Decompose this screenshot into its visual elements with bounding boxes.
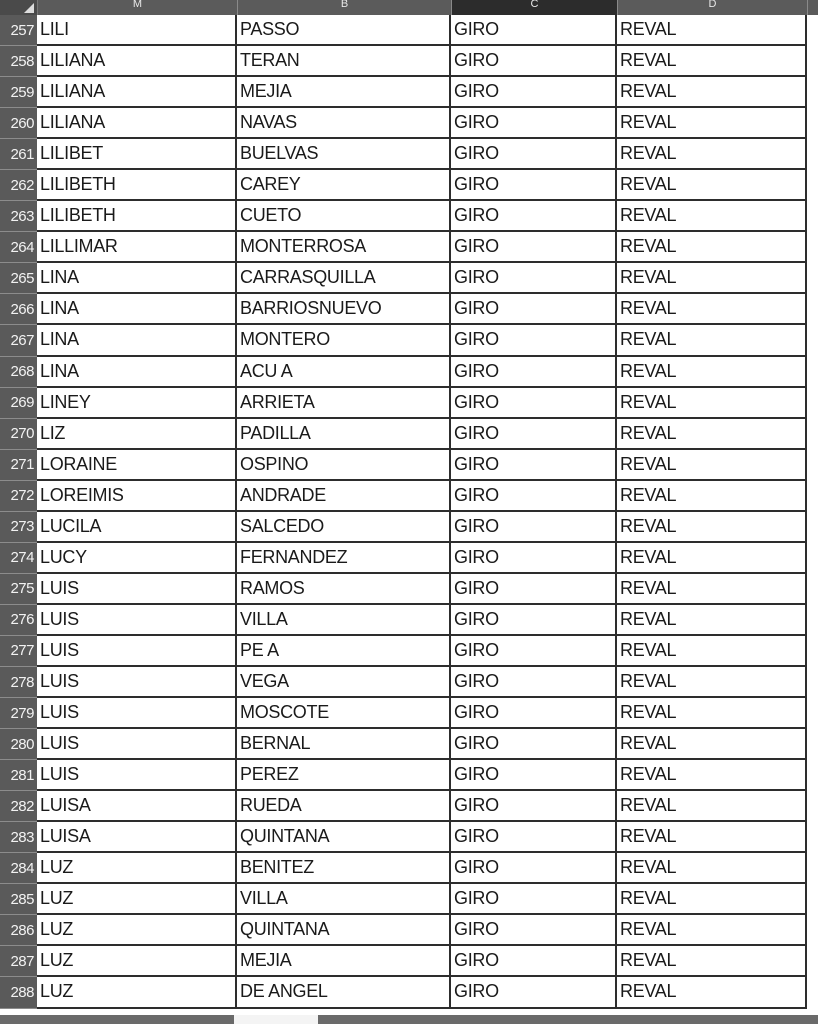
- cell-type[interactable]: GIRO: [451, 294, 617, 325]
- grid-edge: [807, 791, 818, 822]
- table-row: [0, 46, 818, 77]
- cell-status[interactable]: REVAL: [617, 822, 807, 853]
- cell-first-name[interactable]: LUZ: [37, 946, 237, 977]
- row-number[interactable]: 286: [0, 915, 37, 946]
- grid-edge: [807, 108, 818, 139]
- cell-first-name[interactable]: LINEY: [37, 388, 237, 419]
- cell-type[interactable]: GIRO: [451, 822, 617, 853]
- row-number[interactable]: 258: [0, 46, 37, 77]
- cell-first-name[interactable]: LUIS: [37, 605, 237, 636]
- cell-first-name[interactable]: LILIBETH: [37, 201, 237, 232]
- table-row: [0, 139, 818, 170]
- cell-type[interactable]: GIRO: [451, 791, 617, 822]
- select-all-triangle-icon: [24, 3, 34, 13]
- cell-status[interactable]: REVAL: [617, 46, 807, 77]
- row-number[interactable]: 257: [0, 15, 37, 46]
- cell-last-name[interactable]: MEJIA: [237, 946, 451, 977]
- grid-edge: [807, 201, 818, 232]
- table-row: [0, 884, 818, 915]
- table-row: [0, 294, 818, 325]
- cell-last-name[interactable]: QUINTANA: [237, 822, 451, 853]
- cell-last-name[interactable]: BUELVAS: [237, 139, 451, 170]
- grid-edge: [807, 139, 818, 170]
- column-header-bar: [0, 0, 818, 15]
- table-row: [0, 667, 818, 698]
- cell-last-name[interactable]: PADILLA: [237, 419, 451, 450]
- sheet-tab-bar: [0, 1015, 818, 1024]
- table-row: [0, 698, 818, 729]
- cell-last-name[interactable]: MONTERROSA: [237, 232, 451, 263]
- cell-status[interactable]: REVAL: [617, 543, 807, 574]
- cell-status[interactable]: REVAL: [617, 667, 807, 698]
- row-number[interactable]: 275: [0, 574, 37, 605]
- cell-last-name[interactable]: PE A: [237, 636, 451, 667]
- cell-first-name[interactable]: LILIANA: [37, 108, 237, 139]
- cell-last-name[interactable]: SALCEDO: [237, 512, 451, 543]
- cell-last-name[interactable]: NAVAS: [237, 108, 451, 139]
- cell-status[interactable]: REVAL: [617, 946, 807, 977]
- table-row: [0, 15, 818, 46]
- grid-edge: [807, 357, 818, 388]
- cell-type[interactable]: GIRO: [451, 946, 617, 977]
- grid-edge: [807, 481, 818, 512]
- grid-edge: [807, 15, 818, 46]
- cell-type[interactable]: GIRO: [451, 481, 617, 512]
- grid-edge: [807, 543, 818, 574]
- cell-last-name[interactable]: BENITEZ: [237, 853, 451, 884]
- cell-type[interactable]: GIRO: [451, 15, 617, 46]
- row-number[interactable]: 269: [0, 388, 37, 419]
- cell-first-name[interactable]: LILIBETH: [37, 170, 237, 201]
- table-row: [0, 77, 818, 108]
- cell-last-name[interactable]: MONTERO: [237, 325, 451, 356]
- row-number[interactable]: 282: [0, 791, 37, 822]
- cell-last-name[interactable]: FERNANDEZ: [237, 543, 451, 574]
- sheet-tab[interactable]: [234, 1015, 318, 1024]
- rows-container: [0, 15, 818, 1009]
- table-row: [0, 388, 818, 419]
- grid-edge: [807, 729, 818, 760]
- table-row: [0, 946, 818, 977]
- cell-first-name[interactable]: LUIS: [37, 667, 237, 698]
- cell-type[interactable]: GIRO: [451, 139, 617, 170]
- cell-type[interactable]: GIRO: [451, 232, 617, 263]
- table-row: [0, 605, 818, 636]
- cell-type[interactable]: GIRO: [451, 915, 617, 946]
- cell-type[interactable]: GIRO: [451, 77, 617, 108]
- cell-type[interactable]: GIRO: [451, 574, 617, 605]
- cell-last-name[interactable]: BERNAL: [237, 729, 451, 760]
- table-row: [0, 729, 818, 760]
- row-number[interactable]: 273: [0, 512, 37, 543]
- grid-edge: [807, 512, 818, 543]
- table-row: [0, 512, 818, 543]
- table-row: [0, 108, 818, 139]
- cell-first-name[interactable]: LUIS: [37, 636, 237, 667]
- cell-type[interactable]: GIRO: [451, 46, 617, 77]
- cell-type[interactable]: GIRO: [451, 170, 617, 201]
- cell-type[interactable]: GIRO: [451, 977, 617, 1008]
- cell-last-name[interactable]: PASSO: [237, 15, 451, 46]
- cell-first-name[interactable]: LOREIMIS: [37, 481, 237, 512]
- row-number[interactable]: 281: [0, 760, 37, 791]
- grid-edge: [807, 977, 818, 1008]
- cell-status[interactable]: REVAL: [617, 139, 807, 170]
- cell-last-name[interactable]: CAREY: [237, 170, 451, 201]
- row-number[interactable]: 260: [0, 108, 37, 139]
- grid-edge: [807, 263, 818, 294]
- cell-first-name[interactable]: LORAINE: [37, 450, 237, 481]
- cell-status[interactable]: REVAL: [617, 791, 807, 822]
- table-row: [0, 481, 818, 512]
- table-row: [0, 760, 818, 791]
- cell-last-name[interactable]: RAMOS: [237, 574, 451, 605]
- grid-edge: [807, 667, 818, 698]
- cell-last-name[interactable]: VILLA: [237, 884, 451, 915]
- cell-status[interactable]: REVAL: [617, 201, 807, 232]
- grid-edge: [807, 325, 818, 356]
- table-row: [0, 263, 818, 294]
- row-number[interactable]: 259: [0, 77, 37, 108]
- column-header-b[interactable]: B: [238, 0, 452, 15]
- table-row: [0, 822, 818, 853]
- cell-type[interactable]: GIRO: [451, 388, 617, 419]
- cell-status[interactable]: REVAL: [617, 853, 807, 884]
- cell-first-name[interactable]: LUZ: [37, 853, 237, 884]
- row-number[interactable]: 283: [0, 822, 37, 853]
- grid-edge: [807, 450, 818, 481]
- cell-type[interactable]: GIRO: [451, 357, 617, 388]
- cell-first-name[interactable]: LIZ: [37, 419, 237, 450]
- cell-first-name[interactable]: LUIS: [37, 574, 237, 605]
- row-number[interactable]: 278: [0, 667, 37, 698]
- cell-status[interactable]: REVAL: [617, 729, 807, 760]
- cell-status[interactable]: REVAL: [617, 512, 807, 543]
- grid-edge: [807, 884, 818, 915]
- cell-last-name[interactable]: ARRIETA: [237, 388, 451, 419]
- table-row: [0, 915, 818, 946]
- select-all-corner[interactable]: [0, 0, 38, 15]
- cell-type[interactable]: GIRO: [451, 729, 617, 760]
- cell-type[interactable]: GIRO: [451, 543, 617, 574]
- row-number[interactable]: 270: [0, 419, 37, 450]
- grid-edge: [807, 636, 818, 667]
- cell-first-name[interactable]: LINA: [37, 357, 237, 388]
- cell-status[interactable]: REVAL: [617, 170, 807, 201]
- cell-last-name[interactable]: DE ANGEL: [237, 977, 451, 1008]
- cell-status[interactable]: REVAL: [617, 915, 807, 946]
- cell-first-name[interactable]: LILIBET: [37, 139, 237, 170]
- cell-type[interactable]: GIRO: [451, 760, 617, 791]
- column-header-d[interactable]: D: [618, 0, 808, 15]
- table-row: [0, 419, 818, 450]
- cell-last-name[interactable]: MOSCOTE: [237, 698, 451, 729]
- cell-last-name[interactable]: VILLA: [237, 605, 451, 636]
- row-number[interactable]: 262: [0, 170, 37, 201]
- cell-first-name[interactable]: LUZ: [37, 884, 237, 915]
- row-number[interactable]: 265: [0, 263, 37, 294]
- cell-status[interactable]: REVAL: [617, 760, 807, 791]
- cell-status[interactable]: REVAL: [617, 698, 807, 729]
- cell-status[interactable]: REVAL: [617, 357, 807, 388]
- table-row: [0, 574, 818, 605]
- cell-last-name[interactable]: BARRIOSNUEVO: [237, 294, 451, 325]
- cell-status[interactable]: REVAL: [617, 232, 807, 263]
- cell-last-name[interactable]: OSPINO: [237, 450, 451, 481]
- table-row: [0, 325, 818, 356]
- row-number[interactable]: 267: [0, 325, 37, 356]
- cell-first-name[interactable]: LILLIMAR: [37, 232, 237, 263]
- cell-last-name[interactable]: CARRASQUILLA: [237, 263, 451, 294]
- cell-first-name[interactable]: LUISA: [37, 791, 237, 822]
- cell-status[interactable]: REVAL: [617, 636, 807, 667]
- row-number[interactable]: 266: [0, 294, 37, 325]
- grid-edge: [807, 822, 818, 853]
- grid-edge: [807, 915, 818, 946]
- table-row: [0, 201, 818, 232]
- cell-first-name[interactable]: LUIS: [37, 698, 237, 729]
- grid-edge: [807, 605, 818, 636]
- cell-status[interactable]: REVAL: [617, 388, 807, 419]
- table-row: [0, 232, 818, 263]
- row-number[interactable]: 261: [0, 139, 37, 170]
- cell-status[interactable]: REVAL: [617, 294, 807, 325]
- cell-type[interactable]: GIRO: [451, 698, 617, 729]
- cell-last-name[interactable]: TERAN: [237, 46, 451, 77]
- table-row: [0, 853, 818, 884]
- cell-type[interactable]: GIRO: [451, 263, 617, 294]
- cell-status[interactable]: REVAL: [617, 977, 807, 1008]
- table-row: [0, 543, 818, 574]
- table-row: [0, 170, 818, 201]
- row-number[interactable]: 272: [0, 481, 37, 512]
- cell-last-name[interactable]: QUINTANA: [237, 915, 451, 946]
- cell-last-name[interactable]: ANDRADE: [237, 481, 451, 512]
- cell-type[interactable]: GIRO: [451, 450, 617, 481]
- row-number[interactable]: 287: [0, 946, 37, 977]
- table-row: [0, 450, 818, 481]
- cell-type[interactable]: GIRO: [451, 605, 617, 636]
- row-number[interactable]: 284: [0, 853, 37, 884]
- cell-type[interactable]: GIRO: [451, 419, 617, 450]
- row-number[interactable]: 271: [0, 450, 37, 481]
- table-row: [0, 636, 818, 667]
- grid-edge: [807, 574, 818, 605]
- column-header-m[interactable]: M: [38, 0, 238, 15]
- row-number[interactable]: 279: [0, 698, 37, 729]
- cell-first-name[interactable]: LUIS: [37, 729, 237, 760]
- cell-status[interactable]: REVAL: [617, 481, 807, 512]
- cell-first-name[interactable]: LUZ: [37, 915, 237, 946]
- row-number[interactable]: 285: [0, 884, 37, 915]
- row-number[interactable]: 288: [0, 977, 37, 1008]
- row-number[interactable]: 268: [0, 357, 37, 388]
- row-number[interactable]: 277: [0, 636, 37, 667]
- cell-status[interactable]: REVAL: [617, 15, 807, 46]
- table-row: [0, 357, 818, 388]
- cell-last-name[interactable]: RUEDA: [237, 791, 451, 822]
- cell-type[interactable]: GIRO: [451, 108, 617, 139]
- cell-type[interactable]: GIRO: [451, 636, 617, 667]
- cell-first-name[interactable]: LUIS: [37, 760, 237, 791]
- row-number[interactable]: 280: [0, 729, 37, 760]
- row-number[interactable]: 274: [0, 543, 37, 574]
- grid-edge: [807, 698, 818, 729]
- grid-edge: [807, 760, 818, 791]
- cell-status[interactable]: REVAL: [617, 108, 807, 139]
- grid-edge: [807, 388, 818, 419]
- column-header-c[interactable]: C: [452, 0, 618, 15]
- row-number[interactable]: 276: [0, 605, 37, 636]
- cell-last-name[interactable]: PEREZ: [237, 760, 451, 791]
- cell-first-name[interactable]: LUCY: [37, 543, 237, 574]
- cell-first-name[interactable]: LINA: [37, 263, 237, 294]
- cell-status[interactable]: REVAL: [617, 77, 807, 108]
- cell-type[interactable]: GIRO: [451, 512, 617, 543]
- cell-type[interactable]: GIRO: [451, 884, 617, 915]
- cell-first-name[interactable]: LUZ: [37, 977, 237, 1008]
- cell-type[interactable]: GIRO: [451, 667, 617, 698]
- grid-edge: [807, 77, 818, 108]
- row-number[interactable]: 263: [0, 201, 37, 232]
- grid-edge: [807, 170, 818, 201]
- cell-first-name[interactable]: LILI: [37, 15, 237, 46]
- cell-first-name[interactable]: LINA: [37, 325, 237, 356]
- grid-edge: [807, 232, 818, 263]
- table-row: [0, 791, 818, 822]
- cell-status[interactable]: REVAL: [617, 574, 807, 605]
- cell-status[interactable]: REVAL: [617, 884, 807, 915]
- cell-last-name[interactable]: MEJIA: [237, 77, 451, 108]
- cell-type[interactable]: GIRO: [451, 853, 617, 884]
- cell-first-name[interactable]: LILIANA: [37, 77, 237, 108]
- grid-edge: [807, 946, 818, 977]
- cell-type[interactable]: GIRO: [451, 325, 617, 356]
- cell-last-name[interactable]: CUETO: [237, 201, 451, 232]
- row-number[interactable]: 264: [0, 232, 37, 263]
- cell-last-name[interactable]: VEGA: [237, 667, 451, 698]
- cell-status[interactable]: REVAL: [617, 450, 807, 481]
- cell-last-name[interactable]: ACU A: [237, 357, 451, 388]
- cell-status[interactable]: REVAL: [617, 325, 807, 356]
- cell-first-name[interactable]: LINA: [37, 294, 237, 325]
- grid-edge: [807, 46, 818, 77]
- cell-first-name[interactable]: LUCILA: [37, 512, 237, 543]
- grid-edge: [807, 419, 818, 450]
- table-row: [0, 977, 818, 1008]
- grid-edge: [807, 294, 818, 325]
- cell-first-name[interactable]: LILIANA: [37, 46, 237, 77]
- cell-status[interactable]: REVAL: [617, 263, 807, 294]
- cell-status[interactable]: REVAL: [617, 419, 807, 450]
- cell-status[interactable]: REVAL: [617, 605, 807, 636]
- cell-type[interactable]: GIRO: [451, 201, 617, 232]
- cell-first-name[interactable]: LUISA: [37, 822, 237, 853]
- grid-edge: [807, 853, 818, 884]
